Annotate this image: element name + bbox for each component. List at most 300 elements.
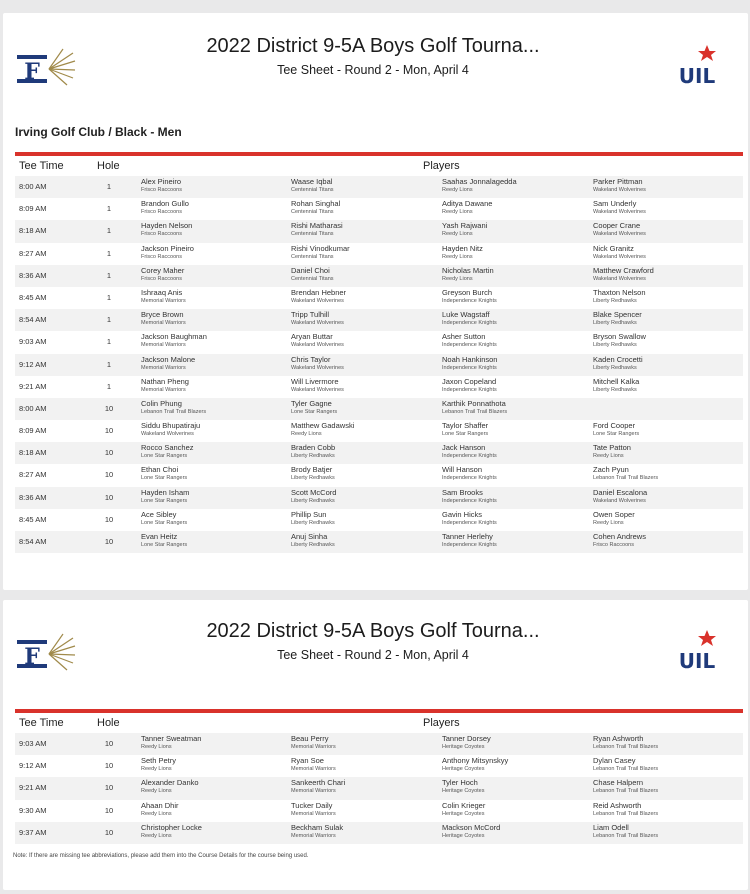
player-school: Lebanon Trail Trail Blazers — [141, 408, 207, 415]
player-cell — [593, 734, 738, 751]
table-row — [15, 464, 743, 486]
player-cell — [141, 310, 286, 327]
table-row — [15, 755, 743, 777]
player-school: Liberty Redhawks — [593, 297, 637, 304]
player-cell — [442, 310, 587, 327]
table-row — [15, 198, 743, 220]
hole-number: 10 — [104, 448, 114, 458]
header-divider — [15, 152, 743, 156]
hole-number: 10 — [104, 514, 114, 524]
player-name: Parker Pittman — [593, 177, 643, 186]
player-school: Lebanon Trail Trail Blazers — [593, 810, 659, 817]
player-cell — [291, 823, 436, 840]
hole-number: 10 — [104, 739, 114, 748]
player-school: Lebanon Trail Trail Blazers — [442, 408, 508, 415]
player-school: Reedy Lions — [442, 275, 473, 282]
tee-time: 8:00 AM — [19, 182, 47, 191]
player-name: Anthony Mitsynskyy — [442, 756, 509, 766]
hole-number: 10 — [104, 537, 114, 546]
tee-time: 9:37 AM — [19, 827, 47, 837]
player-name: Will Hanson — [442, 465, 483, 475]
player-cell — [593, 244, 738, 261]
player-school: Reedy Lions — [442, 253, 473, 260]
player-cell — [291, 266, 436, 283]
player-name: Rocco Sanchez — [141, 443, 194, 453]
hole-number: 1 — [106, 270, 112, 280]
player-school: Frisco Raccoons — [141, 231, 182, 238]
player-cell — [442, 443, 587, 460]
page-subtitle: Tee Sheet - Round 2 - Mon, April 4 — [277, 63, 469, 77]
player-cell — [593, 510, 738, 527]
player-school: Frisco Raccoons — [141, 275, 182, 282]
player-name: Ford Cooper — [593, 421, 636, 431]
player-name: Zach Pyun — [593, 465, 629, 475]
player-name: Asher Sutton — [442, 332, 486, 342]
player-name: Beau Perry — [291, 734, 329, 743]
player-school: Independence Knights — [442, 497, 497, 504]
player-name: Brendan Hebner — [291, 287, 347, 297]
player-school: Lebanon Trail Trail Blazers — [593, 832, 659, 839]
player-cell — [141, 510, 286, 527]
player-name: Colin Phung — [141, 398, 182, 408]
player-school: Centennial Titans — [291, 275, 334, 282]
player-cell — [291, 532, 436, 549]
hole-number: 10 — [104, 492, 114, 502]
player-name: Karthik Ponnathota — [442, 398, 506, 408]
tee-time: 8:18 AM — [19, 226, 47, 236]
uil-logo-icon — [673, 43, 723, 91]
player-cell — [593, 266, 738, 283]
player-cell — [141, 332, 286, 349]
player-name: Dylan Casey — [593, 756, 636, 766]
player-cell — [291, 244, 436, 261]
player-school: Independence Knights — [442, 386, 497, 393]
player-cell — [593, 421, 738, 438]
player-name: Cooper Crane — [593, 221, 641, 231]
player-cell — [141, 288, 286, 305]
player-school: Memorial Warriors — [141, 297, 186, 304]
player-name: Tanner Herlehy — [442, 532, 493, 541]
player-name: Bryce Brown — [141, 310, 184, 320]
player-cell — [442, 244, 587, 261]
player-cell — [593, 823, 738, 840]
player-school: Wakeland Wolverines — [593, 275, 646, 282]
player-name: Kaden Crocetti — [593, 354, 643, 364]
player-school: Reedy Lions — [593, 453, 624, 460]
player-cell — [141, 823, 286, 840]
player-name: Ace Sibley — [141, 509, 177, 519]
player-name: Anuj Sinha — [291, 532, 328, 541]
player-cell — [291, 199, 436, 216]
player-school: Memorial Warriors — [291, 766, 336, 773]
svg-text:UIL: UIL — [678, 64, 716, 88]
player-cell — [442, 221, 587, 238]
tee-time: 8:18 AM — [19, 448, 47, 458]
player-school: Reedy Lions — [141, 788, 172, 795]
player-cell — [442, 488, 587, 505]
player-cell — [593, 310, 738, 327]
player-name: Jackson Malone — [141, 354, 196, 364]
hole-number: 1 — [106, 248, 112, 258]
player-school: Frisco Raccoons — [141, 187, 182, 193]
hole-number: 10 — [104, 470, 114, 480]
player-cell — [141, 377, 286, 394]
player-name: Scott McCord — [291, 487, 337, 497]
tee-time: 9:21 AM — [19, 783, 47, 793]
svg-text:F: F — [24, 644, 40, 670]
hole-number: 10 — [104, 783, 114, 793]
player-name: Tucker Daily — [291, 800, 333, 810]
player-name: Ishraaq Anis — [141, 287, 183, 297]
player-school: Centennial Titans — [291, 231, 334, 238]
table-row — [15, 733, 743, 755]
player-school: Liberty Redhawks — [291, 475, 335, 482]
player-name: Hayden Nelson — [141, 221, 193, 231]
player-school: Liberty Redhawks — [291, 453, 335, 460]
player-school: Heritage Coyotes — [442, 810, 485, 817]
player-cell — [291, 310, 436, 327]
player-name: Matthew Gadawski — [291, 421, 355, 431]
player-cell — [442, 801, 587, 818]
player-name: Ryan Ashworth — [593, 734, 644, 743]
player-cell — [141, 465, 286, 482]
player-school: Centennial Titans — [291, 187, 334, 193]
player-school: Heritage Coyotes — [442, 744, 485, 750]
player-cell — [291, 332, 436, 349]
player-cell — [291, 465, 436, 482]
player-cell — [593, 532, 738, 549]
player-school: Lebanon Trail Trail Blazers — [593, 788, 659, 795]
tee-time: 9:21 AM — [19, 381, 47, 391]
player-name: Brandon Gullo — [141, 199, 189, 209]
player-cell — [141, 355, 286, 372]
player-cell — [593, 355, 738, 372]
player-cell — [291, 488, 436, 505]
table-row — [15, 777, 743, 799]
player-school: Wakeland Wolverines — [291, 342, 344, 349]
player-name: Daniel Escalona — [593, 487, 648, 497]
player-cell — [291, 221, 436, 238]
table-row — [15, 509, 743, 531]
player-cell — [291, 756, 436, 773]
player-cell — [141, 532, 286, 549]
player-cell — [291, 801, 436, 818]
player-name: Ethan Choi — [141, 465, 179, 475]
hole-number: 10 — [104, 827, 114, 837]
player-school: Memorial Warriors — [141, 342, 186, 349]
player-name: Evan Heitz — [141, 532, 178, 541]
player-school: Lone Star Rangers — [141, 497, 188, 504]
column-hole: Hole — [97, 160, 120, 172]
player-name: Mackson McCord — [442, 822, 501, 832]
player-cell — [442, 823, 587, 840]
player-cell — [141, 778, 286, 795]
player-school: Memorial Warriors — [291, 832, 336, 839]
player-name: Rishi Vinodkumar — [291, 243, 350, 253]
table-row — [15, 354, 743, 376]
player-school: Heritage Coyotes — [442, 832, 485, 839]
player-cell — [442, 377, 587, 394]
player-school: Independence Knights — [442, 364, 497, 371]
player-school: Memorial Warriors — [141, 364, 186, 371]
player-name: Thaxton Nelson — [593, 287, 646, 297]
player-name: Alexander Danko — [141, 778, 199, 788]
table-row — [15, 331, 743, 353]
table-row — [15, 420, 743, 442]
player-cell — [442, 332, 587, 349]
player-name: Jackson Baughman — [141, 332, 207, 342]
table-row — [15, 220, 743, 242]
player-school: Lone Star Rangers — [141, 519, 188, 526]
player-name: Gavin Hicks — [442, 509, 483, 519]
player-cell — [141, 244, 286, 261]
footnote: Note: If there are missing tee abbreviations, please add them into the Course Details for the course being used. — [13, 853, 309, 859]
player-school: Liberty Redhawks — [291, 497, 335, 504]
player-school: Independence Knights — [442, 342, 497, 349]
table-row — [15, 265, 743, 287]
table-row — [15, 287, 743, 309]
hole-number: 10 — [104, 761, 114, 771]
player-name: Saahas Jonnalagedda — [442, 177, 517, 186]
tee-time-table — [15, 733, 743, 844]
player-cell — [291, 734, 436, 751]
player-school: Lone Star Rangers — [141, 475, 188, 482]
player-cell — [442, 355, 587, 372]
player-name: Beckham Sulak — [291, 822, 344, 832]
tee-time: 8:09 AM — [19, 204, 47, 214]
player-cell — [141, 756, 286, 773]
player-cell — [442, 266, 587, 283]
tee-time: 8:45 AM — [19, 514, 47, 524]
page-title: 2022 District 9-5A Boys Golf Tourna... — [206, 620, 540, 642]
player-name: Colin Krieger — [442, 800, 486, 810]
column-tee-time: Tee Time — [19, 160, 64, 172]
player-name: Bryson Swallow — [593, 332, 646, 342]
player-cell — [291, 355, 436, 372]
player-school: Heritage Coyotes — [442, 788, 485, 795]
player-cell — [442, 288, 587, 305]
hole-number: 1 — [106, 204, 112, 214]
player-school: Reedy Lions — [442, 187, 473, 193]
player-school: Lone Star Rangers — [291, 408, 338, 415]
player-school: Independence Knights — [442, 542, 497, 548]
table-row — [15, 800, 743, 822]
player-name: Brody Batjer — [291, 465, 333, 475]
player-school: Reedy Lions — [442, 231, 473, 238]
player-name: Mitchell Kalka — [593, 376, 640, 386]
player-school: Lebanon Trail Trail Blazers — [593, 744, 659, 750]
page-title: 2022 District 9-5A Boys Golf Tourna... — [206, 35, 540, 57]
player-school: Wakeland Wolverines — [291, 364, 344, 371]
player-cell — [291, 443, 436, 460]
player-school: Frisco Raccoons — [141, 253, 182, 260]
player-school: Reedy Lions — [141, 810, 172, 817]
player-name: Seth Petry — [141, 756, 177, 766]
player-name: Greyson Burch — [442, 287, 493, 297]
player-school: Wakeland Wolverines — [291, 320, 344, 327]
player-school: Wakeland Wolverines — [593, 209, 646, 216]
player-name: Tyler Gagne — [291, 398, 332, 408]
table-row — [15, 243, 743, 265]
player-school: Wakeland Wolverines — [291, 297, 344, 304]
player-cell — [291, 399, 436, 416]
player-cell — [593, 221, 738, 238]
district-logo-icon — [15, 43, 77, 91]
player-cell — [593, 443, 738, 460]
player-cell — [141, 801, 286, 818]
player-school: Frisco Raccoons — [141, 209, 182, 216]
svg-text:UIL: UIL — [678, 649, 716, 673]
hole-number: 1 — [106, 226, 112, 236]
player-cell — [141, 421, 286, 438]
player-school: Memorial Warriors — [291, 788, 336, 795]
tee-time-table — [15, 176, 743, 553]
player-school: Lone Star Rangers — [442, 431, 489, 438]
player-cell — [593, 288, 738, 305]
player-name: Jackson Pineiro — [141, 243, 194, 253]
player-cell — [593, 332, 738, 349]
player-school: Reedy Lions — [442, 209, 473, 216]
player-school: Liberty Redhawks — [291, 542, 335, 548]
district-logo-icon — [15, 628, 77, 676]
player-name: Will Livermore — [291, 376, 339, 386]
player-school: Wakeland Wolverines — [291, 386, 344, 393]
player-cell — [593, 465, 738, 482]
uil-logo-icon — [673, 628, 723, 676]
player-school: Memorial Warriors — [291, 810, 336, 817]
player-name: Reid Ashworth — [593, 800, 642, 810]
player-school: Lone Star Rangers — [141, 542, 188, 548]
player-school: Centennial Titans — [291, 253, 334, 260]
hole-number: 1 — [106, 292, 112, 302]
player-name: Rishi Matharasi — [291, 221, 343, 231]
player-cell — [291, 377, 436, 394]
player-school: Wakeland Wolverines — [593, 187, 646, 193]
player-cell — [141, 177, 286, 194]
player-cell — [141, 488, 286, 505]
table-row — [15, 176, 743, 198]
player-cell — [291, 778, 436, 795]
player-name: Waase Iqbal — [291, 177, 333, 186]
player-cell — [442, 399, 587, 416]
player-name: Jaxon Copeland — [442, 376, 497, 386]
tee-time: 9:12 AM — [19, 761, 47, 771]
player-name: Rohan Singhal — [291, 199, 341, 209]
player-cell — [442, 510, 587, 527]
player-school: Memorial Warriors — [291, 744, 336, 750]
player-school: Reedy Lions — [593, 519, 624, 526]
player-school: Independence Knights — [442, 475, 497, 482]
player-cell — [593, 756, 738, 773]
player-school: Reedy Lions — [141, 766, 172, 773]
player-cell — [141, 221, 286, 238]
tee-time: 8:45 AM — [19, 292, 47, 302]
table-row — [15, 487, 743, 509]
player-name: Ryan Soe — [291, 756, 324, 766]
player-name: Sankeerth Chari — [291, 778, 346, 788]
player-school: Wakeland Wolverines — [141, 431, 194, 438]
player-name: Daniel Choi — [291, 265, 330, 275]
player-cell — [141, 734, 286, 751]
player-name: Matthew Crawford — [593, 265, 654, 275]
player-school: Independence Knights — [442, 519, 497, 526]
table-header — [15, 715, 743, 732]
hole-number: 10 — [104, 805, 114, 815]
tee-time: 9:03 AM — [19, 739, 47, 748]
player-name: Aditya Dawane — [442, 199, 493, 209]
player-name: Nicholas Martin — [442, 265, 494, 275]
player-cell — [593, 801, 738, 818]
player-name: Luke Wagstaff — [442, 310, 490, 320]
player-name: Yash Rajwani — [442, 221, 488, 231]
player-name: Nick Granitz — [593, 243, 634, 253]
player-cell — [291, 421, 436, 438]
player-cell — [442, 421, 587, 438]
tee-time: 8:27 AM — [19, 248, 47, 258]
course-name: Irving Golf Club / Black - Men — [15, 125, 182, 139]
tee-sheet-page-1 — [3, 13, 748, 590]
player-school: Wakeland Wolverines — [593, 231, 646, 238]
player-cell — [593, 199, 738, 216]
table-header — [15, 158, 743, 175]
hole-number: 1 — [106, 337, 112, 347]
player-cell — [442, 532, 587, 549]
svg-text:F: F — [24, 59, 40, 85]
player-name: Ahaan Dhir — [141, 800, 179, 810]
player-school: Independence Knights — [442, 453, 497, 460]
player-name: Noah Hankinson — [442, 354, 498, 364]
tee-time: 9:30 AM — [19, 805, 47, 815]
page-subtitle: Tee Sheet - Round 2 - Mon, April 4 — [277, 648, 469, 662]
tee-time: 8:00 AM — [19, 403, 47, 413]
player-name: Blake Spencer — [593, 310, 642, 320]
player-school: Centennial Titans — [291, 209, 334, 216]
player-name: Chris Taylor — [291, 354, 331, 364]
column-players: Players — [423, 717, 460, 729]
player-cell — [141, 399, 286, 416]
player-school: Reedy Lions — [291, 431, 322, 438]
player-name: Tyler Hoch — [442, 778, 478, 788]
player-school: Liberty Redhawks — [593, 386, 637, 393]
player-cell — [593, 488, 738, 505]
player-cell — [442, 756, 587, 773]
player-cell — [442, 199, 587, 216]
hole-number: 1 — [106, 315, 112, 325]
player-cell — [141, 266, 286, 283]
player-name: Alex Pineiro — [141, 177, 182, 186]
player-name: Hayden Nitz — [442, 243, 483, 253]
player-name: Sam Brooks — [442, 487, 483, 497]
player-cell — [141, 199, 286, 216]
table-row — [15, 376, 743, 398]
column-tee-time: Tee Time — [19, 717, 64, 729]
tee-time: 8:36 AM — [19, 270, 47, 280]
player-name: Cohen Andrews — [593, 532, 646, 541]
player-school: Liberty Redhawks — [593, 342, 637, 349]
player-cell — [442, 778, 587, 795]
player-cell — [291, 288, 436, 305]
player-school: Memorial Warriors — [141, 386, 186, 393]
player-cell — [442, 465, 587, 482]
tee-time: 8:09 AM — [19, 426, 47, 436]
player-school: Reedy Lions — [141, 744, 172, 750]
column-hole: Hole — [97, 717, 120, 729]
player-name: Owen Soper — [593, 509, 635, 519]
player-name: Nathan Pheng — [141, 376, 189, 386]
player-name: Tanner Dorsey — [442, 734, 491, 743]
player-name: Phillip Sun — [291, 509, 327, 519]
player-name: Siddu Bhupatiraju — [141, 421, 201, 431]
